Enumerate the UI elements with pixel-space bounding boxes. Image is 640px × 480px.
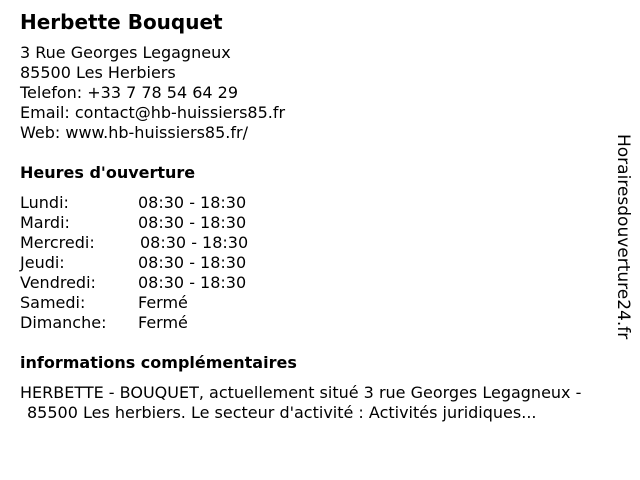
- time-value: 08:30 - 18:30: [138, 273, 247, 292]
- time-value: 08:30 - 18:30: [140, 233, 249, 252]
- day-label: Vendredi:: [20, 273, 96, 292]
- info-description: [20, 383, 635, 423]
- time-value: 08:30 - 18:30: [138, 253, 247, 272]
- day-label: Jeudi:: [20, 253, 65, 272]
- info-line-1: HERBETTE - BOUQUET, actuellement situé 3 rue Georges Legagneux -: [20, 383, 582, 402]
- city-address: 85500 Les Herbiers: [20, 63, 176, 82]
- info-heading: informations complémentaires: [20, 353, 297, 372]
- day-label: Mercredi:: [20, 233, 95, 252]
- time-value: 08:30 - 18:30: [138, 193, 247, 212]
- phone-number: Telefon: +33 7 78 54 64 29: [20, 83, 239, 102]
- business-name: Herbette Bouquet: [20, 10, 223, 34]
- time-value: Fermé: [138, 313, 188, 332]
- day-label: Mardi:: [20, 213, 70, 232]
- contact-block: [20, 43, 285, 143]
- brand-text: Horairesdouverture24.fr: [613, 134, 633, 340]
- email-address: Email: contact@hb-huissiers85.fr: [20, 103, 286, 122]
- time-value: 08:30 - 18:30: [138, 213, 247, 232]
- street-address: 3 Rue Georges Legagneux: [20, 43, 231, 62]
- day-label: Samedi:: [20, 293, 86, 312]
- hours-heading: Heures d'ouverture: [20, 163, 196, 182]
- time-value: Fermé: [138, 293, 188, 312]
- info-line-2: 85500 Les herbiers. Le secteur d'activité : Activités juridiques...: [27, 403, 537, 422]
- brand-watermark: [611, 134, 635, 348]
- day-label: Dimanche:: [20, 313, 107, 332]
- website: Web: www.hb-huissiers85.fr/: [20, 123, 248, 142]
- day-label: Lundi:: [20, 193, 69, 212]
